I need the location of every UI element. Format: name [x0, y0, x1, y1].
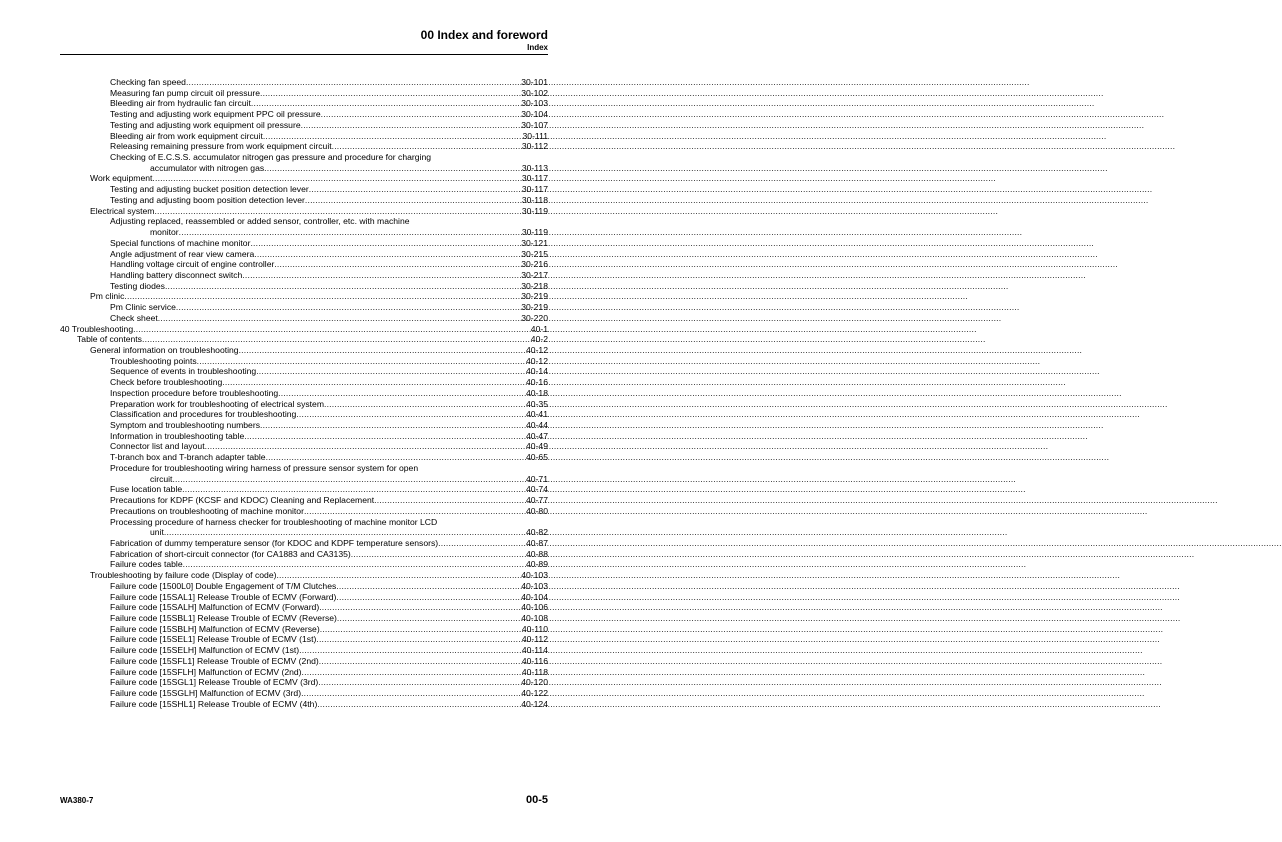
toc-entry-title: Testing and adjusting bucket position detection lever: [110, 184, 309, 195]
toc-entry[interactable]: [0, 570, 596, 581]
toc-entry[interactable]: [0, 195, 596, 206]
toc-entry[interactable]: [0, 602, 596, 613]
toc-leader-dots: [124, 291, 521, 302]
toc-entry-page: 40-82: [526, 527, 548, 538]
toc-entry[interactable]: [0, 409, 596, 420]
toc-entry-title: Connector list and layout: [110, 441, 205, 452]
toc-entry[interactable]: [0, 77, 596, 88]
toc-entry[interactable]: [0, 206, 596, 217]
toc-entry-page: 30-107: [521, 119, 548, 130]
toc-entry-page: 30-112: [521, 141, 548, 152]
toc-entry-page: 30-103: [521, 98, 548, 109]
toc-leader-dots: [301, 688, 521, 699]
toc-leader-dots: [164, 527, 526, 538]
toc-entry-title: Check sheet: [110, 312, 158, 323]
toc-entry-title: Failure code [15SGL1] Release Trouble of ECMV (3rd): [110, 677, 319, 688]
toc-leader-dots: [317, 699, 521, 710]
toc-leader-dots: [172, 474, 526, 485]
toc-entry-title: Table of contents: [77, 334, 142, 345]
toc-entry-title: Testing diodes: [110, 280, 165, 291]
toc-entry[interactable]: [0, 109, 596, 120]
toc-entry-title: Failure code [15SBL1] Release Trouble of ECMV (Reverse): [110, 613, 337, 623]
toc-entry[interactable]: [0, 259, 596, 270]
toc-entry-title: Bleeding air from hydraulic fan circuit: [110, 98, 251, 109]
toc-entry[interactable]: [0, 366, 596, 377]
toc-entry-title: Failure code [15SAL1] Release Trouble of ECMV (Forward): [110, 591, 337, 602]
toc-leader-dots: [263, 131, 523, 142]
toc-entry-title: Failure code [15SFL1] Release Trouble of ECMV (2nd): [110, 655, 319, 666]
toc-entry-title: Procedure for troubleshooting wiring harness of pressure sensor system for open: [110, 462, 419, 473]
toc-entry[interactable]: [0, 377, 596, 388]
toc-leader-dots: [158, 313, 521, 324]
toc-entry-page: 30-219: [521, 302, 548, 313]
toc-entry[interactable]: [0, 345, 596, 356]
toc-entry-page: 40-108: [521, 613, 548, 623]
footer-page-number: 00-5: [525, 794, 548, 806]
toc-entry-title: Testing and adjusting work equipment PPC oil pressure: [110, 109, 321, 120]
toc-leader-dots: [179, 227, 522, 238]
toc-entry-page: 40-2: [530, 334, 548, 345]
toc-leader-dots: [319, 656, 522, 667]
toc-entry-page: 30-117: [521, 184, 548, 195]
toc-leader-dots: [197, 356, 526, 367]
footer-model: WA380-7: [60, 796, 94, 805]
toc-entry-page: 30-118: [521, 194, 548, 205]
toc-entry-title: unit: [150, 527, 164, 538]
toc-leader-dots: [176, 302, 521, 313]
toc-leader-dots: [299, 645, 522, 656]
toc-entry-title: Sequence of events in troubleshooting: [110, 366, 257, 377]
toc-entry-page: 40-18: [526, 387, 548, 398]
toc-leader-dots: [374, 495, 526, 506]
toc-leader-dots: [301, 120, 522, 131]
toc-entry[interactable]: [0, 527, 596, 538]
toc-entry-title: Bleeding air from work equipment circuit: [110, 130, 263, 141]
toc-entry-page: 40-106: [521, 602, 548, 613]
toc-entry-title: Pm Clinic service: [110, 302, 176, 313]
toc-entry-title: Failure code [15SEL1] Release Trouble of ECMV (1st): [110, 634, 317, 645]
toc-entry[interactable]: [0, 141, 596, 152]
toc-leader-dots: [182, 484, 526, 495]
toc-leader-dots: [260, 88, 521, 99]
toc-entry[interactable]: [0, 270, 596, 281]
toc-leader-dots: [250, 238, 521, 249]
toc-leader-dots: [260, 420, 526, 431]
toc-entry-page: 30-117: [521, 173, 548, 184]
toc-entry[interactable]: [0, 281, 596, 292]
toc-entry-title: Testing and adjusting boom position detection lever: [110, 194, 305, 205]
toc-entry-page: 30-119: [521, 227, 548, 238]
toc-leader-dots: [305, 195, 522, 206]
toc-entry-title: Failure code [15SBLH] Malfunction of ECMV (Reverse): [110, 623, 320, 634]
toc-entry-page: 30-104: [521, 109, 548, 120]
toc-entry-title: Fabrication of dummy temperature sensor (for KDOC and KDPF temperature sensors): [110, 537, 439, 548]
toc-leader-dots: [304, 506, 526, 517]
toc-leader-dots: [351, 549, 526, 560]
toc-entry-title: Preparation work for troubleshooting of electrical system: [110, 398, 324, 409]
toc-leader-dots: [142, 334, 531, 345]
toc-entry-page: 30-101: [521, 77, 548, 87]
toc-entry-page: 40-89: [526, 559, 548, 570]
toc-entry[interactable]: [0, 474, 596, 485]
toc-entry-page: 30-119: [521, 205, 548, 216]
toc-entry-page: 30-218: [521, 280, 548, 291]
toc-leader-dots: [186, 77, 521, 88]
toc-entry-page: 40-103: [521, 570, 548, 581]
toc-entry[interactable]: [0, 249, 596, 260]
section-title: 00 Index and foreword: [420, 28, 548, 42]
toc-entry-page: 30-113: [521, 162, 548, 173]
toc-entry-title: Troubleshooting points: [110, 355, 197, 366]
toc-entry[interactable]: [0, 559, 596, 570]
toc-entry[interactable]: [0, 613, 596, 624]
toc-entry-page: 40-12: [526, 355, 548, 366]
toc-entry-page: 40-44: [526, 420, 548, 431]
header-divider: [60, 54, 548, 55]
toc-entry[interactable]: [0, 431, 596, 442]
toc-leader-dots: [222, 377, 526, 388]
toc-leader-dots: [336, 581, 521, 592]
toc-entry-page: 40-80: [526, 505, 548, 516]
toc-leader-dots: [165, 281, 521, 292]
toc-leader-dots: [316, 634, 522, 645]
toc-entry-title: General information on troubleshooting: [90, 345, 239, 355]
toc-entry-title: Checking of E.C.S.S. accumulator nitrogen gas pressure and procedure for charging: [110, 152, 432, 163]
toc-leader-dots: [154, 206, 521, 217]
toc-entry-title: accumulator with nitrogen gas: [150, 162, 265, 173]
toc-leader-dots: [254, 249, 521, 260]
toc-entry[interactable]: [0, 645, 596, 656]
toc-entry-page: 40-116: [521, 655, 548, 666]
toc-entry-title: circuit: [150, 473, 173, 484]
toc-leader-dots: [324, 399, 526, 410]
toc-entry-title: Check before troubleshooting: [110, 377, 223, 388]
toc-leader-dots: [242, 270, 521, 281]
toc-entry[interactable]: [0, 592, 596, 603]
toc-entry-page: 30-220: [521, 312, 548, 323]
toc-entry-page: 30-102: [521, 87, 548, 98]
toc-entry-page: 40-112: [521, 634, 548, 645]
toc-entry-title: Failure code [15SFLH] Malfunction of ECMV (2nd): [110, 666, 302, 677]
toc-entry-page: 40-71: [526, 473, 548, 484]
toc-leader-dots: [244, 431, 526, 442]
toc-entry-title: Failure code [15SELH] Malfunction of ECMV (1st): [110, 645, 300, 656]
toc-entry[interactable]: [0, 420, 596, 431]
toc-entry-title: Adjusting replaced, reassembled or added sensor, controller, etc. with machine: [110, 216, 410, 227]
toc-entry-page: 40-124: [521, 698, 548, 709]
toc-entry-page: 40-41: [526, 409, 548, 420]
toc-entry-page: 40-14: [526, 366, 548, 377]
toc-entry-page: 40-1: [530, 323, 548, 334]
toc-entry-title: Failure codes table: [110, 559, 183, 570]
toc-entry-title: monitor: [150, 227, 179, 238]
toc-entry[interactable]: [0, 452, 596, 463]
toc-entry-title: Symptom and troubleshooting numbers: [110, 420, 260, 431]
toc-entry-title: Checking fan speed: [110, 77, 186, 87]
toc-leader-dots: [183, 559, 526, 570]
toc-leader-dots: [239, 345, 526, 356]
toc-entry[interactable]: [0, 388, 596, 399]
toc-leader-dots: [320, 624, 522, 635]
toc-entry-title: Work equipment: [90, 173, 153, 184]
toc-entry-title: 40 Troubleshooting: [60, 323, 134, 334]
toc-entry-page: 30-219: [521, 291, 548, 302]
toc-entry-title: Failure code [15SHL1] Release Trouble of ECMV (4th): [110, 698, 318, 709]
toc-entry-title: Pm clinic: [90, 291, 125, 302]
toc-entry-page: 40-122: [521, 688, 548, 699]
toc-entry-title: T-branch box and T-branch adapter table: [110, 452, 266, 463]
toc-entry-title: Testing and adjusting work equipment oil pressure: [110, 119, 301, 130]
toc-entry-page: 40-103: [521, 580, 548, 591]
toc-leader-dots: [438, 538, 526, 549]
toc-leader-dots: [296, 409, 526, 420]
toc-entry[interactable]: [0, 227, 596, 238]
toc-leader-dots: [336, 592, 521, 603]
toc-entry-page: 40-88: [526, 548, 548, 559]
toc-entry-title: Handling voltage circuit of engine controller: [110, 259, 275, 270]
toc-entry-page: 30-111: [522, 130, 548, 141]
toc-entry-page: 30-216: [521, 259, 548, 270]
toc-entry[interactable]: [0, 517, 596, 528]
toc-entry-page: 40-35: [526, 398, 548, 409]
toc-entry-page: 40-65: [526, 452, 548, 463]
toc-leader-dots: [276, 570, 521, 581]
toc-entry-title: Measuring fan pump circuit oil pressure: [110, 87, 260, 98]
toc-entry-title: Fabrication of short-circuit connector (for CA1883 and CA3135): [110, 548, 351, 559]
toc-entry[interactable]: [0, 324, 596, 335]
toc-entry-title: Releasing remaining pressure from work equipment circuit: [110, 141, 332, 152]
toc-entry[interactable]: [0, 667, 596, 678]
toc-entry-page: 40-118: [521, 666, 548, 677]
toc-entry[interactable]: [0, 313, 596, 324]
toc-entry-title: Processing procedure of harness checker for troubleshooting of machine monitor LCD: [110, 516, 438, 527]
toc-entry-page: 40-47: [526, 430, 548, 441]
toc-entry-page: 40-114: [521, 645, 548, 656]
toc-entry-title: Failure code [1500L0] Double Engagement of T/M Clutches: [110, 580, 337, 591]
toc-leader-dots: [302, 667, 522, 678]
toc-entry[interactable]: [0, 184, 596, 195]
toc-entry[interactable]: [0, 506, 596, 517]
toc-entry[interactable]: [0, 495, 596, 506]
toc-entry[interactable]: [0, 463, 596, 474]
toc-entry[interactable]: [0, 131, 596, 142]
toc-leader-dots: [309, 184, 522, 195]
toc-entry-page: 40-87: [526, 537, 548, 548]
toc-entry[interactable]: [0, 334, 596, 345]
toc-entry[interactable]: [0, 656, 596, 667]
toc-entry[interactable]: [0, 677, 596, 688]
toc-entry[interactable]: [0, 399, 596, 410]
toc-entry-title: Precautions for KDPF (KCSF and KDOC) Cleaning and Replacement: [110, 495, 375, 506]
toc-entry-page: 40-77: [526, 495, 548, 506]
toc-entry[interactable]: [0, 484, 596, 495]
toc-entry[interactable]: [0, 356, 596, 367]
toc-leader-dots: [152, 173, 521, 184]
toc-entry[interactable]: [0, 120, 596, 131]
toc-leader-dots: [256, 366, 526, 377]
toc-entry[interactable]: [0, 441, 596, 452]
toc-entry-page: 40-74: [526, 484, 548, 495]
toc-entry-title: Classification and procedures for troubleshooting: [110, 409, 297, 420]
toc-entry-title: Precautions on troubleshooting of machine monitor: [110, 505, 304, 516]
toc-entry-page: 40-104: [521, 591, 548, 602]
toc-entry[interactable]: [0, 152, 596, 163]
toc-entry[interactable]: [0, 216, 596, 227]
toc-entry-title: Troubleshooting by failure code (Display of code): [90, 570, 277, 581]
toc-entry[interactable]: [0, 291, 596, 302]
toc-leader-dots: [133, 324, 531, 335]
toc-entry-page: 40-110: [521, 623, 548, 634]
toc-entry-page: 40-12: [526, 345, 548, 355]
toc-entry[interactable]: [0, 88, 596, 99]
toc-entry[interactable]: [0, 549, 596, 560]
toc-entry[interactable]: [0, 238, 596, 249]
toc-leader-dots: [318, 677, 521, 688]
toc-entry[interactable]: [0, 634, 596, 645]
toc-entry-page: 40-120: [521, 677, 548, 688]
toc-entry-title: Failure code [15SALH] Malfunction of ECMV (Forward): [110, 602, 320, 613]
toc-entry[interactable]: [0, 302, 596, 313]
toc-entry-title: Special functions of machine monitor: [110, 237, 251, 248]
toc-entry-title: Electrical system: [90, 205, 155, 216]
toc-entry[interactable]: [0, 538, 596, 549]
toc-entry-page: 40-49: [526, 441, 548, 452]
toc-entry[interactable]: [0, 98, 596, 109]
toc-leader-dots: [251, 98, 521, 109]
toc-leader-dots: [264, 163, 522, 174]
toc-leader-dots: [337, 613, 521, 624]
toc-entry[interactable]: [0, 173, 596, 184]
toc-leader-dots: [266, 452, 526, 463]
toc-entry[interactable]: [0, 699, 596, 710]
toc-entry-page: 30-215: [521, 248, 548, 259]
toc-leader-dots: [332, 141, 522, 152]
toc-entry-page: 30-121: [521, 237, 548, 248]
toc-entry[interactable]: [0, 688, 596, 699]
toc-leader-dots: [319, 602, 521, 613]
toc-entry-page: 30-217: [521, 269, 548, 280]
toc-entry-page: 40-16: [526, 377, 548, 388]
toc-entry-title: Fuse location table: [110, 484, 183, 495]
toc-leader-dots: [274, 259, 521, 270]
toc-leader-dots: [321, 109, 522, 120]
toc-entry-title: Handling battery disconnect switch: [110, 269, 243, 280]
toc-entry[interactable]: [0, 163, 596, 174]
toc-leader-dots: [278, 388, 526, 399]
toc-entry[interactable]: [0, 624, 596, 635]
section-subtitle: Index: [527, 43, 548, 52]
toc-entry[interactable]: [0, 581, 596, 592]
toc-entry-title: Information in troubleshooting table: [110, 430, 245, 441]
toc-entry-title: Inspection procedure before troubleshooting: [110, 387, 279, 398]
toc-leader-dots: [205, 441, 526, 452]
toc-entry-title: Failure code [15SGLH] Malfunction of ECMV (3rd): [110, 688, 302, 699]
toc-entry-title: Angle adjustment of rear view camera: [110, 248, 255, 259]
